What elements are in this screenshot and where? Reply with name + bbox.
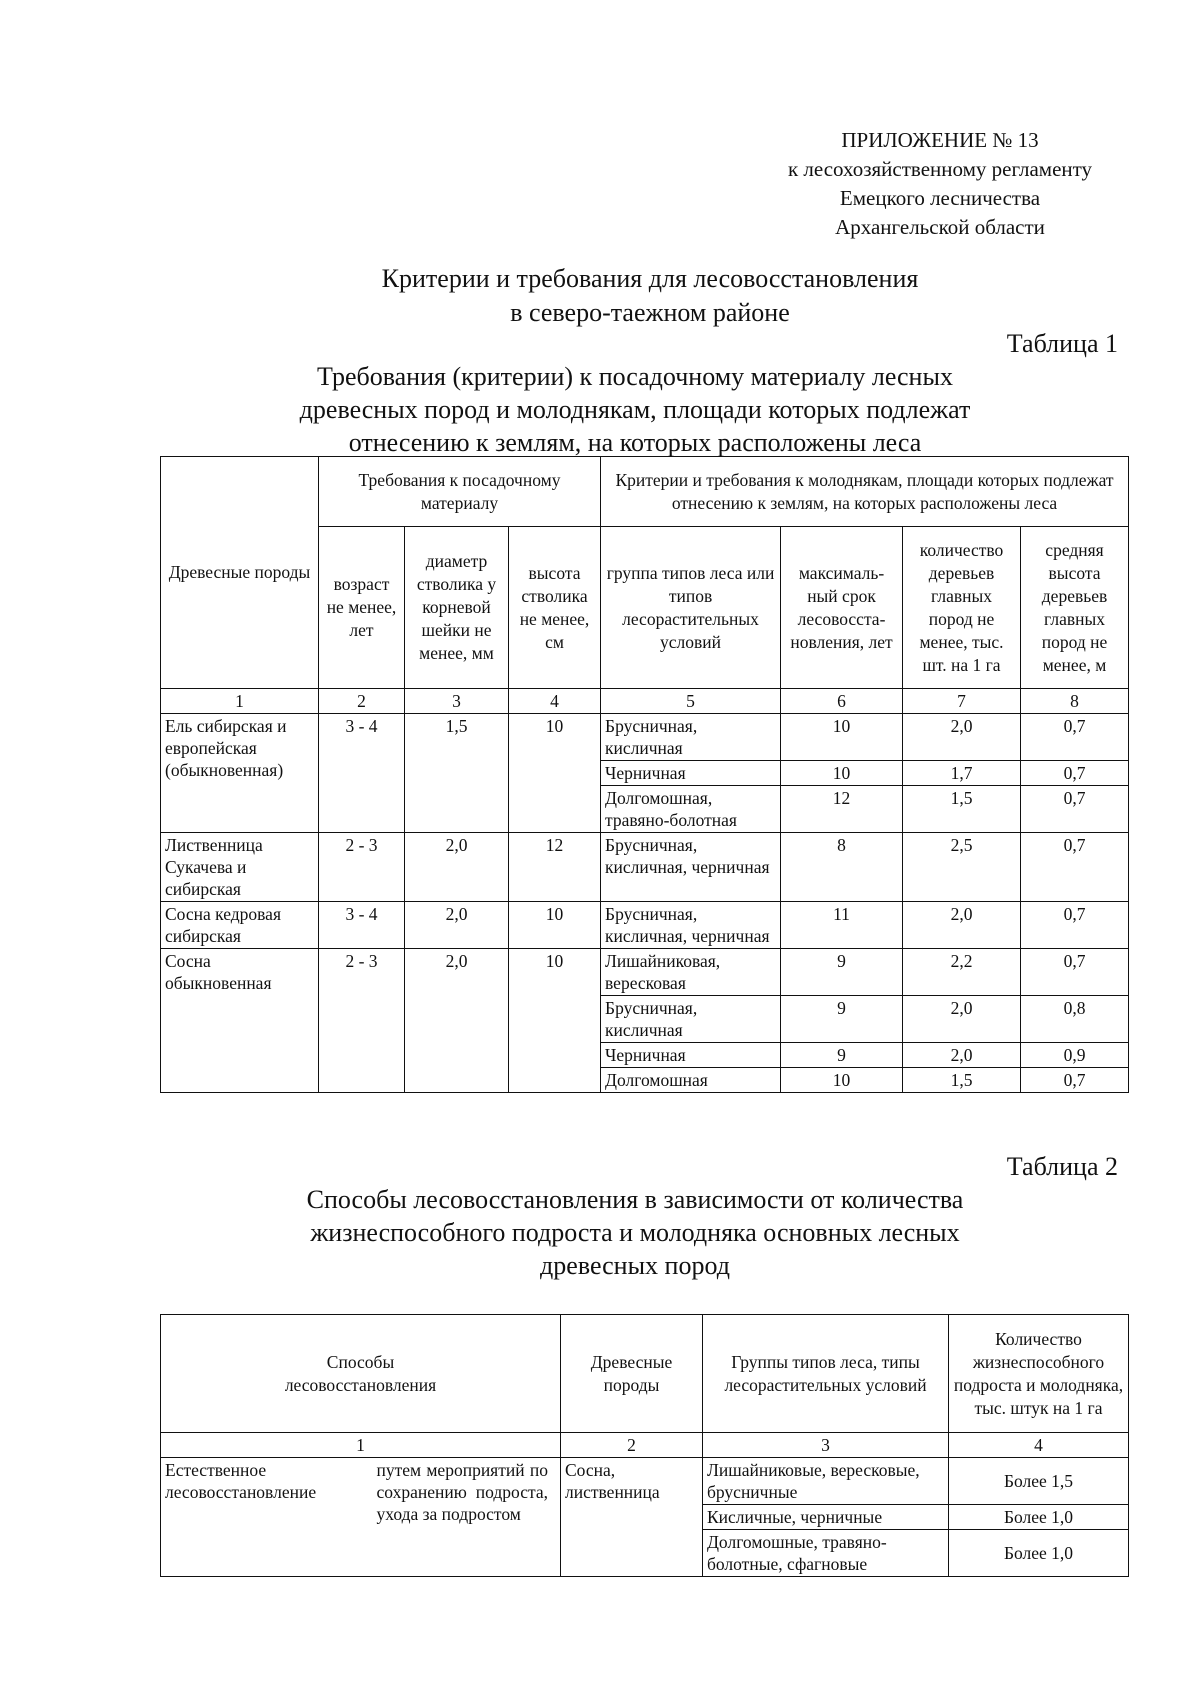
- diameter-cell: 2,0: [405, 949, 509, 1093]
- header-forest-type: группа типов леса или типов лесорастительных условий: [601, 527, 781, 689]
- annex-line: Емецкого лесничества: [839, 186, 1041, 210]
- table-row: [161, 1458, 1129, 1505]
- height-cell: 10: [509, 949, 601, 1093]
- table1-title-line: древесных пород и молоднякам, площади которых подлежат: [299, 395, 971, 424]
- table1-title: [160, 360, 1110, 459]
- species-cell: Лиственница Сукачева и сибирская: [161, 833, 319, 902]
- annex-line: к лесохозяйственному регламенту: [787, 157, 1093, 181]
- forest-type-cell: Черничная: [601, 1043, 781, 1068]
- header-height: высота стволика не менее, см: [509, 527, 601, 689]
- column-number: 8: [1021, 689, 1129, 714]
- header-age: возраст не менее, лет: [319, 527, 405, 689]
- column-number: 1: [161, 1433, 561, 1458]
- column-number: 2: [319, 689, 405, 714]
- species-cell: Ель сибирская и европейская (обыкновенная): [161, 714, 319, 833]
- group-cell: Кисличные, черничные: [703, 1505, 949, 1530]
- forest-type-cell: Брусничная, кисличная, черничная: [601, 902, 781, 949]
- table2-title-line: жизнеспособного подроста и молодняка основных лесных: [310, 1218, 960, 1247]
- diameter-cell: 2,0: [405, 902, 509, 949]
- table-row: [161, 949, 1129, 996]
- method-cell: Естественное лесовосстановление: [161, 1458, 373, 1577]
- term-cell: 9: [781, 949, 903, 996]
- forest-type-cell: Брусничная, кисличная: [601, 996, 781, 1043]
- header-count: Количество жизнеспособного подроста и молодняка, тыс. штук на 1 га: [949, 1315, 1129, 1433]
- header-young-group: Критерии и требования к молоднякам, площади которых подлежат отнесению к землям, на которых расположены леса: [601, 457, 1129, 527]
- term-cell: 10: [781, 761, 903, 786]
- column-number: 1: [161, 689, 319, 714]
- count-cell: 1,5: [903, 1068, 1021, 1093]
- header-count: количество деревьев главных пород не менее, тыс. шт. на 1 га: [903, 527, 1021, 689]
- height-cell: 10: [509, 902, 601, 949]
- header-max-term: максималь-ный срок лесовосста-новления, лет: [781, 527, 903, 689]
- height-cell: 12: [509, 833, 601, 902]
- term-cell: 10: [781, 714, 903, 761]
- forest-type-cell: Долгомошная: [601, 1068, 781, 1093]
- count-cell: 2,2: [903, 949, 1021, 996]
- annex-title: ПРИЛОЖЕНИЕ № 13: [841, 128, 1039, 152]
- table1-title-line: отнесению к землям, на которых расположены леса: [348, 428, 922, 457]
- term-cell: 11: [781, 902, 903, 949]
- term-cell: 8: [781, 833, 903, 902]
- avg-height-cell: 0,7: [1021, 902, 1129, 949]
- forest-type-cell: Черничная: [601, 761, 781, 786]
- document-title-line: в северо-таежном районе: [510, 298, 790, 327]
- submethod-cell: путем мероприятий по сохранению подроста, ухода за подростом: [373, 1458, 561, 1577]
- count-cell: Более 1,0: [949, 1505, 1129, 1530]
- header-planting-group: Требования к посадочному материалу: [319, 457, 601, 527]
- avg-height-cell: 0,7: [1021, 833, 1129, 902]
- header-species: Древесные породы: [161, 457, 319, 689]
- table1-label: Таблица 1: [1006, 329, 1118, 358]
- forest-type-cell: Брусничная, кисличная: [601, 714, 781, 761]
- table1-title-line: Требования (критерии) к посадочному материалу лесных: [317, 362, 953, 391]
- diameter-cell: 1,5: [405, 714, 509, 833]
- avg-height-cell: 0,9: [1021, 1043, 1129, 1068]
- column-number: 7: [903, 689, 1021, 714]
- group-cell: Лишайниковые, вересковые, брусничные: [703, 1458, 949, 1505]
- age-cell: 2 - 3: [319, 949, 405, 1093]
- count-cell: 2,0: [903, 996, 1021, 1043]
- forest-type-cell: Долгомошная, травяно-болотная: [601, 786, 781, 833]
- annex-line: Архангельской области: [835, 215, 1045, 239]
- species-cell: Сосна кедровая сибирская: [161, 902, 319, 949]
- term-cell: 9: [781, 996, 903, 1043]
- header-avg-height: средняя высота деревьев главных пород не менее, м: [1021, 527, 1129, 689]
- age-cell: 3 - 4: [319, 902, 405, 949]
- count-cell: Более 1,5: [949, 1458, 1129, 1505]
- table-row: [161, 902, 1129, 949]
- avg-height-cell: 0,7: [1021, 761, 1129, 786]
- document-title: [250, 262, 1050, 330]
- table1: [160, 456, 1129, 1093]
- header-species: Древесные породы: [561, 1315, 703, 1433]
- table-row: [161, 714, 1129, 761]
- count-cell: 2,0: [903, 902, 1021, 949]
- count-cell: 2,0: [903, 1043, 1021, 1068]
- avg-height-cell: 0,7: [1021, 1068, 1129, 1093]
- count-cell: 2,0: [903, 714, 1021, 761]
- term-cell: 9: [781, 1043, 903, 1068]
- count-cell: 1,5: [903, 786, 1021, 833]
- column-number: 4: [509, 689, 601, 714]
- count-cell: 2,5: [903, 833, 1021, 902]
- group-cell: Долгомошные, травяно-болотные, сфагновые: [703, 1530, 949, 1577]
- table2-title: [160, 1183, 1110, 1282]
- avg-height-cell: 0,8: [1021, 996, 1129, 1043]
- forest-type-cell: Лишайниковая, вересковая: [601, 949, 781, 996]
- species-cell: Сосна, лиственница: [561, 1458, 703, 1577]
- column-number-row: [161, 1433, 1129, 1458]
- column-number: 5: [601, 689, 781, 714]
- column-number: 6: [781, 689, 903, 714]
- avg-height-cell: 0,7: [1021, 714, 1129, 761]
- column-number: 3: [703, 1433, 949, 1458]
- count-cell: Более 1,0: [949, 1530, 1129, 1577]
- term-cell: 12: [781, 786, 903, 833]
- diameter-cell: 2,0: [405, 833, 509, 902]
- header-groups: Группы типов леса, типы лесорастительных условий: [703, 1315, 949, 1433]
- avg-height-cell: 0,7: [1021, 949, 1129, 996]
- header-methods: Способы лесовосстановления: [161, 1315, 561, 1433]
- avg-height-cell: 0,7: [1021, 786, 1129, 833]
- annex-block: [720, 126, 1160, 242]
- column-number: 4: [949, 1433, 1129, 1458]
- table2-title-line: древесных пород: [540, 1251, 730, 1280]
- table2: [160, 1314, 1129, 1577]
- species-cell: Сосна обыкновенная: [161, 949, 319, 1093]
- term-cell: 10: [781, 1068, 903, 1093]
- header-diameter: диаметр стволика у корневой шейки не менее, мм: [405, 527, 509, 689]
- height-cell: 10: [509, 714, 601, 833]
- age-cell: 3 - 4: [319, 714, 405, 833]
- document-title-line: Критерии и требования для лесовосстановления: [381, 264, 919, 293]
- table-row: [161, 833, 1129, 902]
- table2-label: Таблица 2: [1006, 1152, 1118, 1181]
- age-cell: 2 - 3: [319, 833, 405, 902]
- count-cell: 1,7: [903, 761, 1021, 786]
- column-number-row: [161, 689, 1129, 714]
- column-number: 3: [405, 689, 509, 714]
- forest-type-cell: Брусничная, кисличная, черничная: [601, 833, 781, 902]
- column-number: 2: [561, 1433, 703, 1458]
- table2-title-line: Способы лесовосстановления в зависимости от количества: [306, 1185, 964, 1214]
